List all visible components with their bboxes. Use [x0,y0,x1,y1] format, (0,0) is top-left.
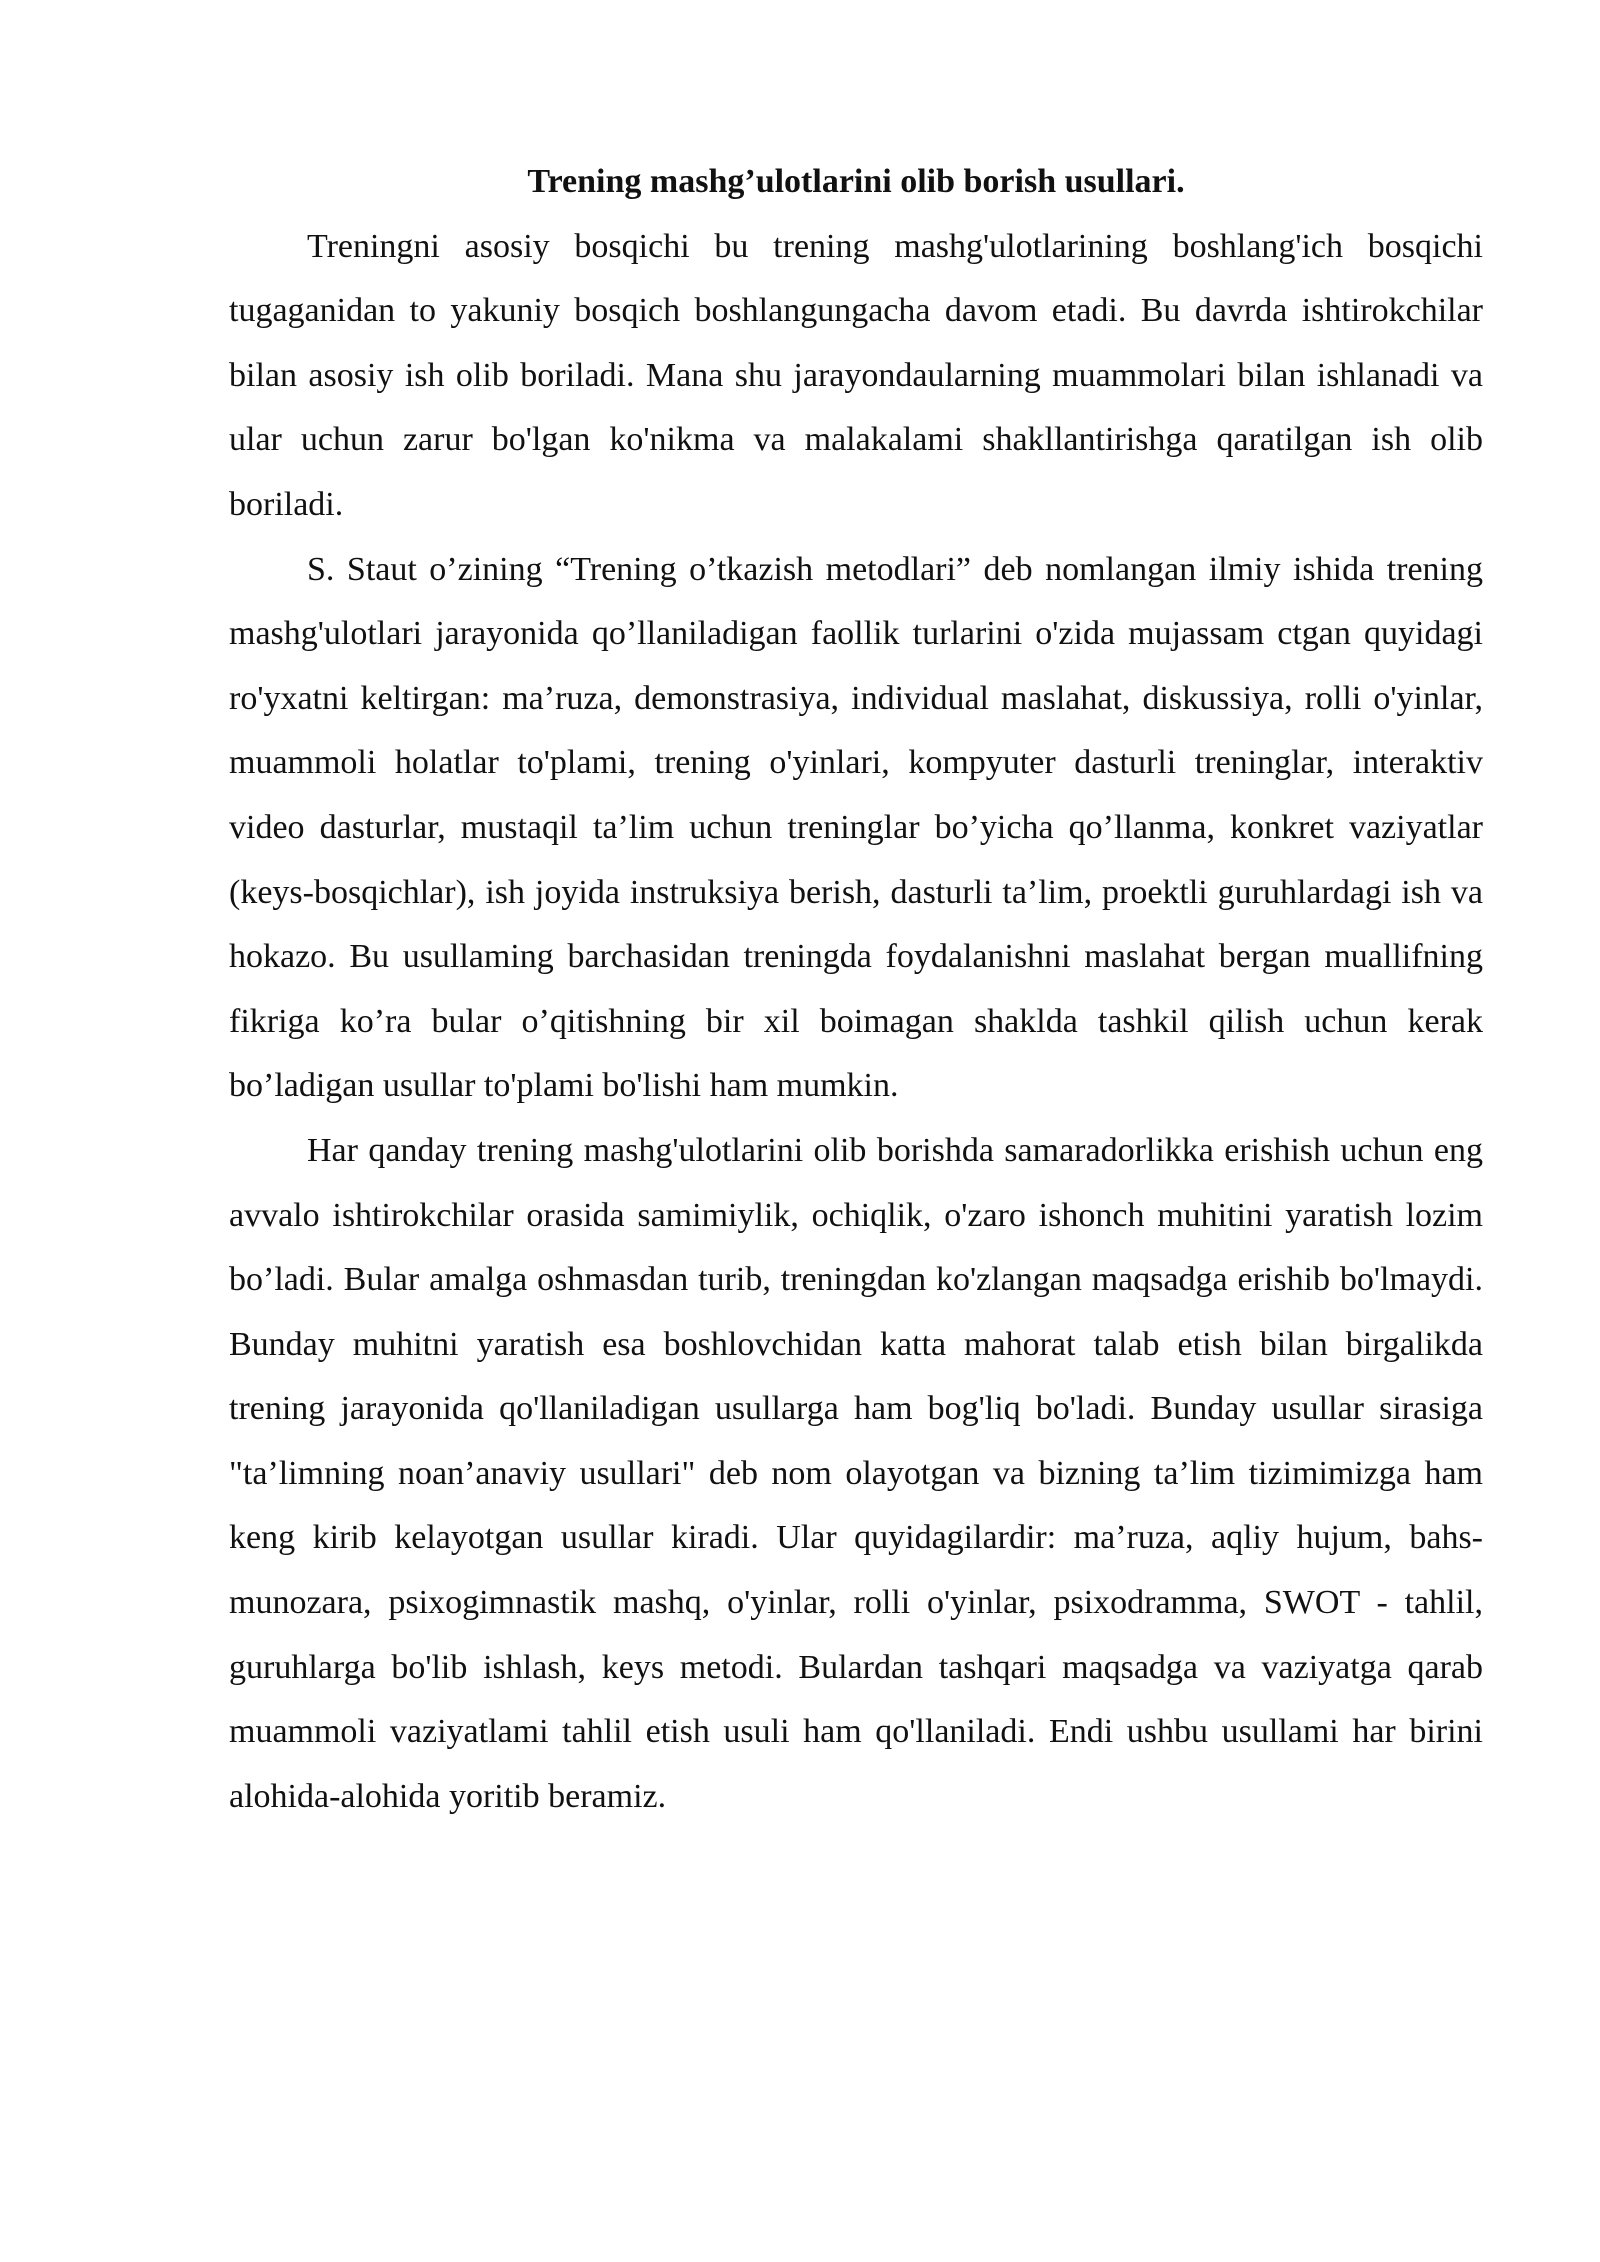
paragraph-3: Har qanday trening mashg'ulotlarini olib borishda samaradorlikka erishish uchun eng avvalo ishtirokchilar orasida samimiylik, ochiqlik, o'zaro ishonch muhitini yaratish lozim bo’ladi. Bular amalga oshmasdan turib, treningdan ko'zlangan maqsadga erishib bo'lmaydi. Bunday muhitni yaratish esa boshlovchidan katta mahorat talab etish bilan birgalikda trening jarayonida qo'llaniladigan usullarga ham bog'liq bo'ladi. Bunday usullar sirasiga "ta’limning noan’anaviy usullari" deb nom olayotgan va bizning ta’lim tizimimizga ham keng kirib kelayotgan usullar kiradi. Ular quyidagilardir: ma’ruza, aqliy hujum, bahs-munozara, psixogimnastik mashq, o'yinlar, rolli o'yinlar, psixodramma, SWOT - tahlil, guruhlarga bo'lib ishlash, keys metodi. Bulardan tashqari maqsadga va vaziyatga qarab muammoli vaziyatlami tahlil etish usuli ham qo'llaniladi. Endi ushbu usullami har birini alohida-alohida yoritib beramiz. [229,1131,1483,1815]
paragraph-1: Treningni asosiy bosqichi bu trening mashg'ulotlarining boshlang'ich bosqichi tugaganidan to yakuniy bosqich boshlangungacha davom etadi. Bu davrda ishtirokchilar bilan asosiy ish olib boriladi. Mana shu jarayondaularning muammolari bilan ishlanadi va ular uchun zarur bo'lgan ko'nikma va malakalami shakllantirishga qaratilgan ish olib boriladi. [229,227,1483,523]
document-title: Trening mashg’ulotlarini olib borish usullari. [527,163,1185,200]
document-body [229,150,1483,1829]
paragraph-2: S. Staut o’zining “Trening o’tkazish metodlari” deb nomlangan ilmiy ishida trening mashg'ulotlari jarayonida qo’llaniladigan faollik turlarini o'zida mujassam ctgan quyidagi ro'yxatni keltirgan: ma’ruza, demonstrasiya, individual maslahat, diskussiya, rolli o'yinlar, muammoli holatlar to'plami, trening o'yinlari, kompyuter dasturli treninglar, interaktiv video dasturlar, mustaqil ta’lim uchun treninglar bo’yicha qo’llanma, konkret vaziyatlar (keys-bosqichlar), ish joyida instruksiya berish, dasturli ta’lim, proektli guruhlardagi ish va hokazo. Bu usullaming barchasidan treningda foydalanishni maslahat bergan muallifning fikriga ko’ra bular o’qitishning bir xil boimagan shaklda tashkil qilish uchun kerak bo’ladigan usullar to'plami bo'lishi ham mumkin. [229,550,1483,1105]
